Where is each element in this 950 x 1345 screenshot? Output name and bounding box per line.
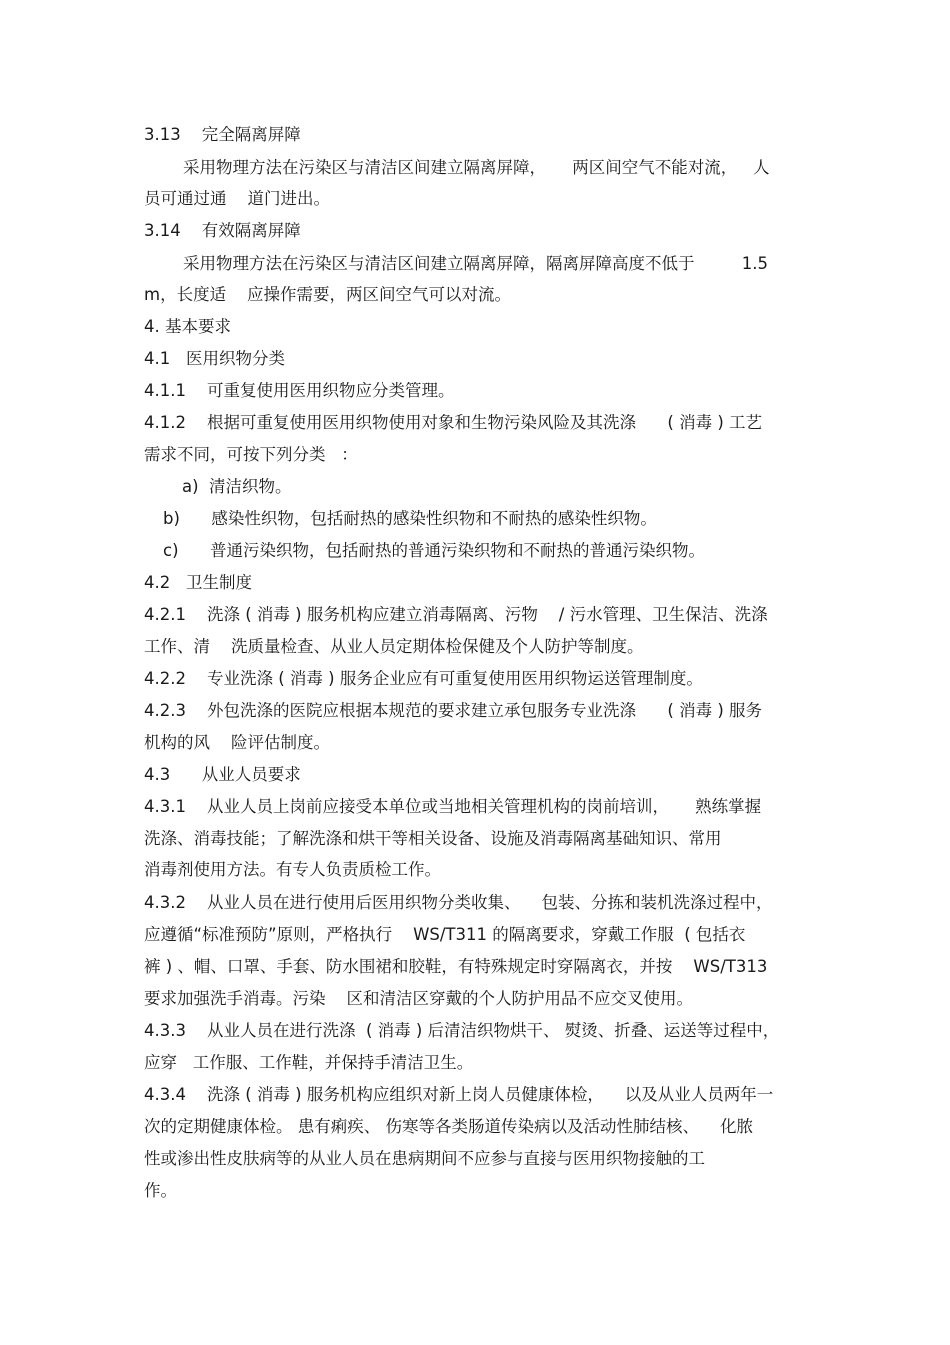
clause-4-3-3: 4.3.3 从业人员在进行洗涤 ( 消毒 ) 后清洁织物烘干、 熨烫、折叠、运送等过程中， [144, 1021, 780, 1040]
paragraph-line: 应遵循“标准预防”原则，严格执行 WS/T311 的隔离要求，穿戴工作服 ( 包括衣 [144, 925, 746, 944]
list-item-a: a) 清洁织物。 [182, 477, 292, 496]
paragraph-line: 消毒剂使用方法。有专人负责质检工作。 [144, 860, 441, 879]
heading-3-13: 3.13 完全隔离屏障 [144, 125, 301, 144]
paragraph-line: 洗涤、消毒技能；了解洗涤和烘干等相关设备、设施及消毒隔离基础知识、常用 [144, 829, 722, 848]
paragraph-line: 裤 ) 、帽、口罩、手套、防水围裙和胶鞋，有特殊规定时穿隔离衣，并按 WS/T313 [144, 957, 768, 976]
clause-4-3-2: 4.3.2 从业人员在进行使用后医用织物分类收集、 包装、分拣和装机洗涤过程中， [144, 893, 773, 912]
paragraph-line: 要求加强洗手消毒。污染 区和清洁区穿戴的个人防护用品不应交叉使用。 [144, 989, 693, 1008]
heading-4: 4. 基本要求 [144, 317, 231, 336]
paragraph-line: 员可通过通 道门进出。 [144, 189, 330, 208]
clause-4-3-4: 4.3.4 洗涤 ( 消毒 ) 服务机构应组织对新上岗人员健康体检， 以及从业人员两年一 [144, 1085, 774, 1104]
clause-4-2-2: 4.2.2 专业洗涤 ( 消毒 ) 服务企业应有可重复使用医用织物运送管理制度。 [144, 669, 703, 688]
paragraph-line: 采用物理方法在污染区与清洁区间建立隔离屏障，隔离屏障高度不低于 1.5 [183, 254, 768, 273]
clause-4-1-1: 4.1.1 可重复使用医用织物应分类管理。 [144, 381, 455, 400]
heading-4-2: 4.2 卫生制度 [144, 573, 252, 592]
paragraph-line: 工作、清 洗质量检查、从业人员定期体检保健及个人防护等制度。 [144, 637, 644, 656]
heading-4-1: 4.1 医用织物分类 [144, 349, 285, 368]
heading-3-14: 3.14 有效隔离屏障 [144, 221, 301, 240]
paragraph-line: 需求不同，可按下列分类 ： [144, 445, 358, 464]
paragraph-line: m，长度适 应操作需要，两区间空气可以对流。 [144, 285, 512, 304]
paragraph-line: 机构的风 险评估制度。 [144, 733, 330, 752]
paragraph-line: 次的定期健康体检。 患有痢疾、 伤寒等各类肠道传染病以及活动性肺结核、 化脓 [144, 1117, 753, 1136]
paragraph-line: 采用物理方法在污染区与清洁区间建立隔离屏障， 两区间空气不能对流， 人 [183, 158, 770, 177]
clause-4-3-1: 4.3.1 从业人员上岗前应接受本单位或当地相关管理机构的岗前培训， 熟练掌握 [144, 797, 762, 816]
paragraph-line: 应穿 工作服、工作鞋，并保持手清洁卫生。 [144, 1053, 474, 1072]
list-item-c: c) 普通污染织物，包括耐热的普通污染织物和不耐热的普通污染织物。 [163, 541, 705, 560]
list-item-b: b) 感染性织物，包括耐热的感染性织物和不耐热的感染性织物。 [163, 509, 657, 528]
heading-4-3: 4.3 从业人员要求 [144, 765, 301, 784]
clause-4-1-2: 4.1.2 根据可重复使用医用织物使用对象和生物污染风险及其洗涤 ( 消毒 ) 工艺 [144, 413, 763, 432]
clause-4-2-3: 4.2.3 外包洗涤的医院应根据本规范的要求建立承包服务专业洗涤 ( 消毒 ) 服务 [144, 701, 763, 720]
paragraph-line: 作。 [144, 1181, 177, 1200]
paragraph-line: 性或渗出性皮肤病等的从业人员在患病期间不应参与直接与医用织物接触的工 [144, 1149, 705, 1168]
clause-4-2-1: 4.2.1 洗涤 ( 消毒 ) 服务机构应建立消毒隔离、污物 / 污水管理、卫生保洁、洗涤 [144, 605, 768, 624]
